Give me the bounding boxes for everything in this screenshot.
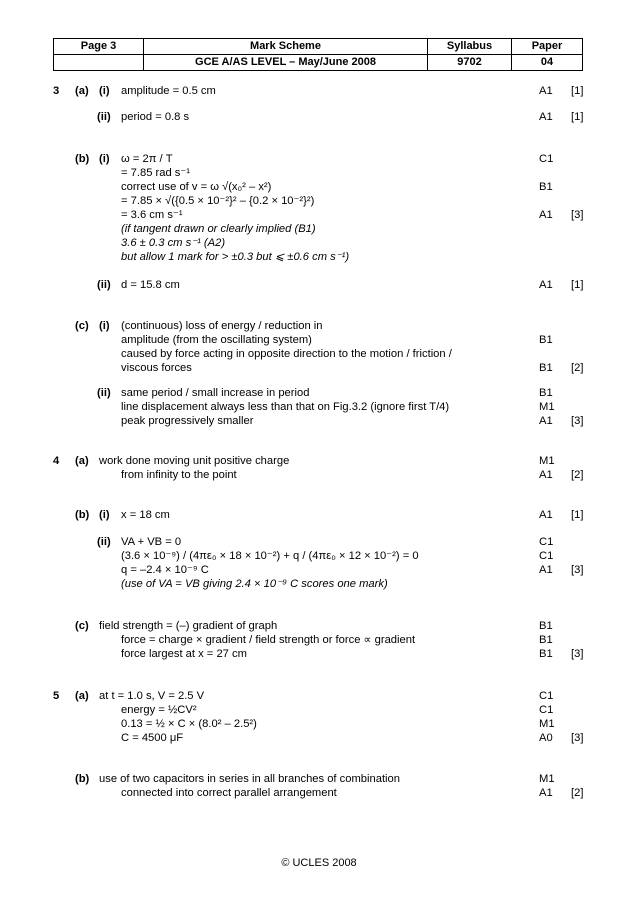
marks-total: [3] xyxy=(571,415,584,427)
mark-code: B1 xyxy=(539,362,553,374)
mark-code: A0 xyxy=(539,732,553,744)
subpart-label: (i) xyxy=(99,320,110,332)
answer-line: connected into correct parallel arrangement xyxy=(121,787,337,799)
answer-line: line displacement always less than that on Fig.3.2 (ignore first T/4) xyxy=(121,401,450,413)
part-label: (a) xyxy=(75,85,89,97)
answer-line: (3.6 × 10⁻⁹) / (4πε₀ × 18 × 10⁻²) + q / (4πε₀ × 12 × 10⁻²) = 0 xyxy=(121,550,419,562)
header-syllabus: Syllabus xyxy=(428,39,512,55)
answer-line: x = 18 cm xyxy=(121,509,170,521)
answer-line: C = 4500 μF xyxy=(121,732,184,744)
subpart-label: (i) xyxy=(99,509,110,521)
subpart-label: (ii) xyxy=(97,387,111,399)
answer-line: (if tangent drawn or clearly implied (B1) xyxy=(121,223,316,235)
answer-line: = 7.85 rad s⁻¹ xyxy=(121,167,191,179)
mark-code: A1 xyxy=(539,111,553,123)
mark-code: A1 xyxy=(539,209,553,221)
part-label: (a) xyxy=(75,690,89,702)
answer-line: = 3.6 cm s⁻¹ xyxy=(121,209,183,221)
subpart-label: (i) xyxy=(99,85,110,97)
answer-line: amplitude (from the oscillating system) xyxy=(121,334,312,346)
header-table xyxy=(53,38,583,71)
answer-line: caused by force acting in opposite direction to the motion / friction / xyxy=(121,348,452,360)
subpart-label: (ii) xyxy=(97,111,111,123)
answer-line: 0.13 = ½ × C × (8.0² – 2.5²) xyxy=(121,718,257,730)
question-number: 4 xyxy=(53,455,60,467)
marks-total: [1] xyxy=(571,509,584,521)
mark-code: C1 xyxy=(539,153,554,165)
marks-total: [1] xyxy=(571,85,584,97)
answer-line: (use of VA = VB giving 2.4 × 10⁻⁹ C scores one mark) xyxy=(121,578,388,590)
mark-code: A1 xyxy=(539,85,553,97)
mark-code: B1 xyxy=(539,634,553,646)
subpart-label: (ii) xyxy=(97,279,111,291)
header-title: Mark Scheme xyxy=(144,39,428,55)
part-label: (a) xyxy=(75,455,89,467)
header-page: Page 3 xyxy=(54,39,144,55)
marks-total: [1] xyxy=(571,111,584,123)
question-number: 3 xyxy=(53,85,60,97)
answer-line: force largest at x = 27 cm xyxy=(121,648,247,660)
mark-code: C1 xyxy=(539,550,554,562)
answer-line: energy = ½CV² xyxy=(121,704,197,716)
marks-total: [2] xyxy=(571,469,584,481)
header-paper-no: 04 xyxy=(512,55,583,71)
subpart-label: (i) xyxy=(99,153,110,165)
answer-line: force = charge × gradient / field strength or force ∝ gradient xyxy=(121,634,416,646)
marks-total: [3] xyxy=(571,564,584,576)
part-label: (c) xyxy=(75,320,89,332)
mark-code: C1 xyxy=(539,690,554,702)
part-label: (b) xyxy=(75,153,90,165)
answer-line: work done moving unit positive charge xyxy=(99,455,290,467)
marks-total: [3] xyxy=(571,648,584,660)
answer-line: period = 0.8 s xyxy=(121,111,190,123)
answer-line: peak progressively smaller xyxy=(121,415,254,427)
mark-code: A1 xyxy=(539,564,553,576)
answer-line: from infinity to the point xyxy=(121,469,237,481)
marks-total: [3] xyxy=(571,209,584,221)
answer-line: amplitude = 0.5 cm xyxy=(121,85,216,97)
mark-code: M1 xyxy=(539,773,555,785)
header-code: 9702 xyxy=(428,55,512,71)
answer-line: q = –2.4 × 10⁻⁹ C xyxy=(121,564,209,576)
marks-total: [2] xyxy=(571,787,584,799)
part-label: (b) xyxy=(75,773,90,785)
answer-line: 3.6 ± 0.3 cm s⁻¹ (A2) xyxy=(121,237,226,249)
mark-code: C1 xyxy=(539,536,554,548)
mark-code: M1 xyxy=(539,401,555,413)
marks-total: [1] xyxy=(571,279,584,291)
answer-line: correct use of v = ω √(x₀² – x²) xyxy=(121,181,272,193)
answer-line: viscous forces xyxy=(121,362,192,374)
mark-code: B1 xyxy=(539,181,553,193)
answer-line: = 7.85 × √({0.5 × 10⁻²}² – {0.2 × 10⁻²}²) xyxy=(121,195,315,207)
subpart-label: (ii) xyxy=(97,536,111,548)
answer-line: (continuous) loss of energy / reduction in xyxy=(121,320,323,332)
mark-code: B1 xyxy=(539,334,553,346)
marks-total: [3] xyxy=(571,732,584,744)
answer-line: d = 15.8 cm xyxy=(121,279,180,291)
answer-line: use of two capacitors in series in all branches of combination xyxy=(99,773,400,785)
mark-code: B1 xyxy=(539,387,553,399)
mark-code: B1 xyxy=(539,620,553,632)
footer-copyright: © UCLES 2008 xyxy=(281,857,357,869)
mark-code: A1 xyxy=(539,415,553,427)
mark-code: M1 xyxy=(539,718,555,730)
answer-line: but allow 1 mark for > ±0.3 but ⩽ ±0.6 cm s⁻¹) xyxy=(121,251,350,263)
mark-code: B1 xyxy=(539,648,553,660)
header-paper: Paper xyxy=(512,39,583,55)
answer-line: field strength = (–) gradient of graph xyxy=(99,620,278,632)
answer-line: VA + VB = 0 xyxy=(121,536,182,548)
marks-total: [2] xyxy=(571,362,584,374)
part-label: (b) xyxy=(75,509,90,521)
answer-line: at t = 1.0 s, V = 2.5 V xyxy=(99,690,205,702)
header-exam: GCE A/AS LEVEL – May/June 2008 xyxy=(144,55,428,71)
header-blank xyxy=(54,55,144,71)
part-label: (c) xyxy=(75,620,89,632)
answer-line: same period / small increase in period xyxy=(121,387,310,399)
mark-code: M1 xyxy=(539,455,555,467)
mark-code: A1 xyxy=(539,469,553,481)
mark-code: A1 xyxy=(539,509,553,521)
answer-line: ω = 2π / T xyxy=(121,153,173,165)
question-number: 5 xyxy=(53,690,60,702)
mark-code: A1 xyxy=(539,787,553,799)
mark-code: A1 xyxy=(539,279,553,291)
mark-code: C1 xyxy=(539,704,554,716)
